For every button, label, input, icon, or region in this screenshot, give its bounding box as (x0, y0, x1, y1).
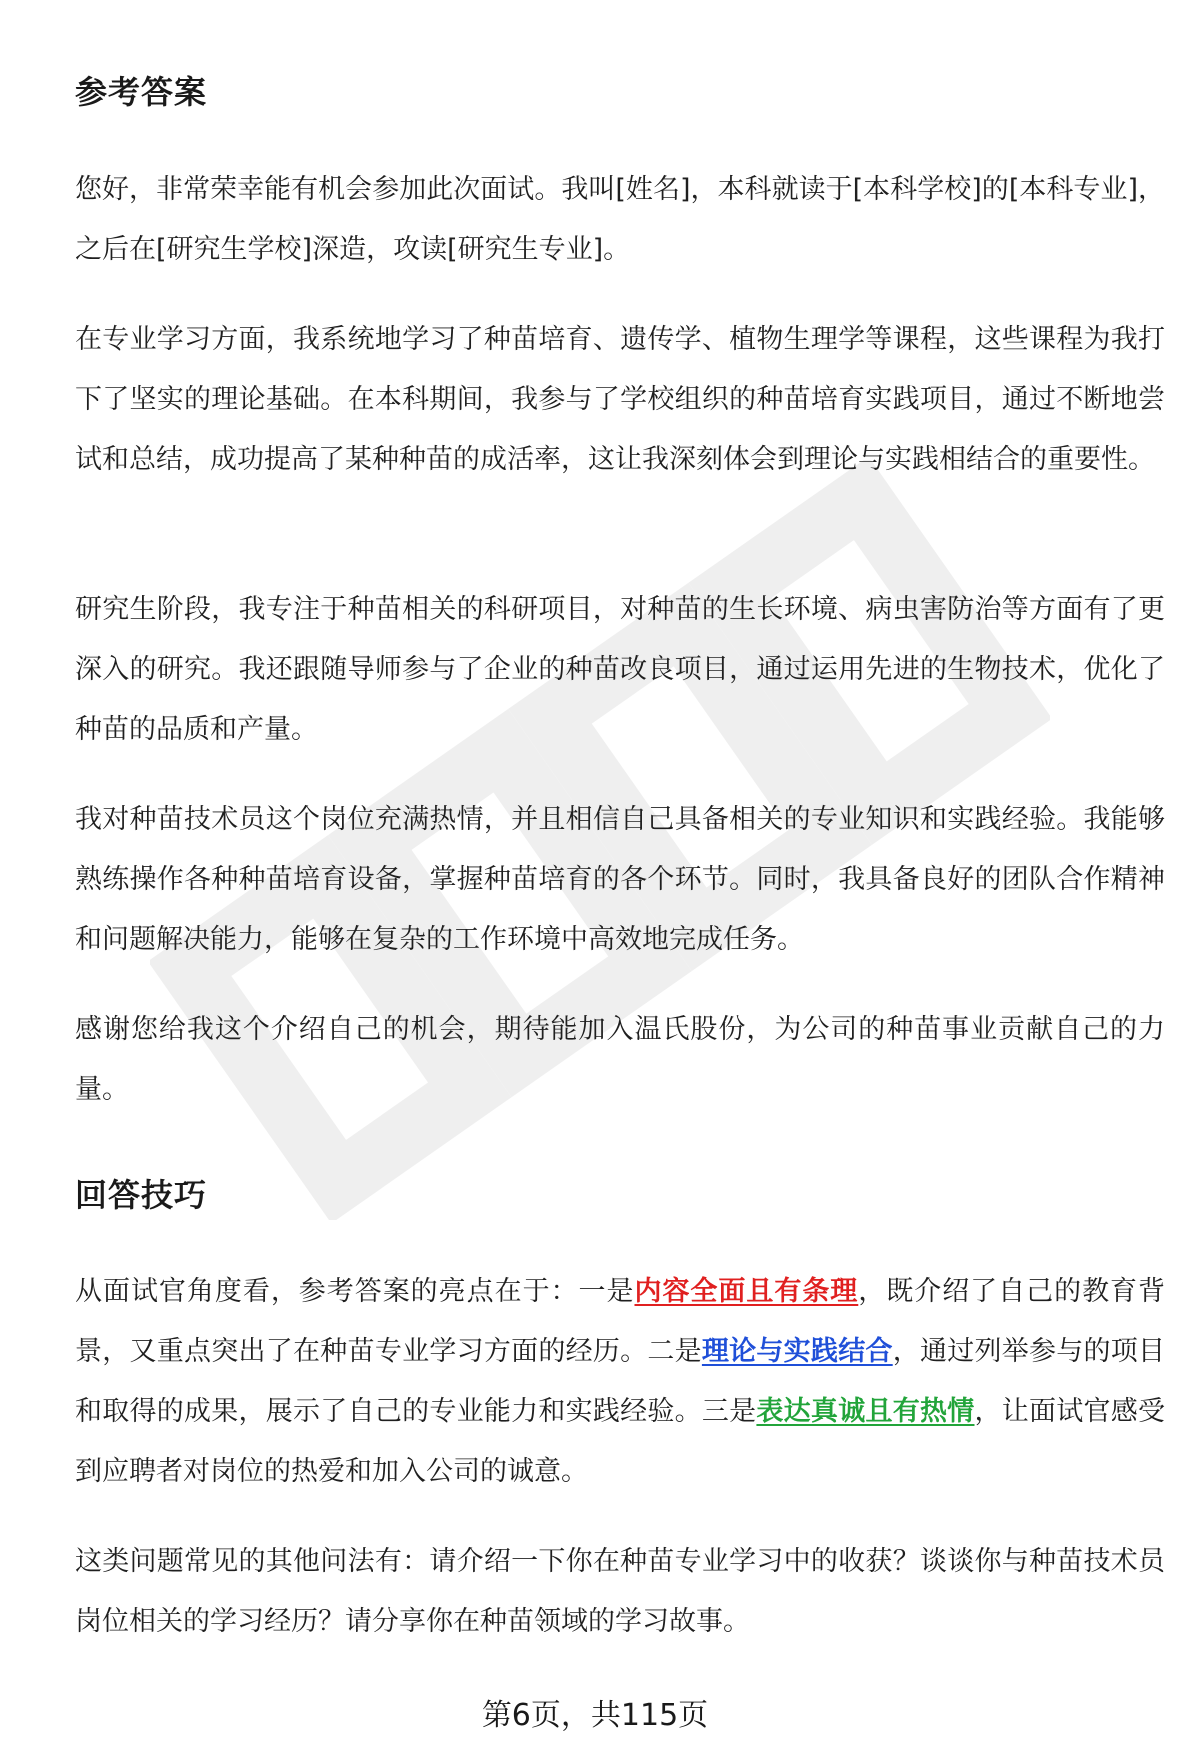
tips-text-2: ，既介绍了自己的教育背景，又重点突出了在种苗专业学习方面的经历。二是 (75, 1276, 1166, 1367)
highlight-theory-practice: 理论与实践结合 (701, 1336, 893, 1367)
answer-paragraph-5: 感谢您给我这个介绍自己的机会，期待能加入温氏股份，为公司的种苗事业贡献自己的力量。 (75, 1014, 1165, 1105)
answer-paragraph-3: 研究生阶段，我专注于种苗相关的科研项目，对种苗的生长环境、病虫害防治等方面有了更深入的研究。我还跟随导师参与了企业的种苗改良项目，通过运用先进的生物技术，优化了种苗的品质和产量。 (75, 594, 1165, 745)
section-title-answer: 参考答案 (75, 73, 208, 111)
tips-text-1: 从面试官角度看，参考答案的亮点在于：一是 (75, 1276, 635, 1307)
answer-paragraph-1: 您好，非常荣幸能有机会参加此次面试。我叫[姓名]，本科就读于[本科学校]的[本科专业]，之后在[研究生学校]深造，攻读[研究生专业]。 (75, 174, 1165, 265)
answer-paragraph-2: 在专业学习方面，我系统地学习了种苗培育、遗传学、植物生理学等课程，这些课程为我打下了坚实的理论基础。在本科期间，我参与了学校组织的种苗培育实践项目，通过不断地尝试和总结，成功提高了某种种苗的成活率，这让我深刻体会到理论与实践相结合的重要性。 (75, 324, 1165, 475)
highlight-sincere: 表达真诚且有热情 (756, 1396, 975, 1427)
answer-paragraph-4: 我对种苗技术员这个岗位充满热情，并且相信自己具备相关的专业知识和实践经验。我能够熟练操作各种种苗培育设备，掌握种苗培育的各个环节。同时，我具备良好的团队合作精神和问题解决能力，能够在复杂的工作环境中高效地完成任务。 (75, 804, 1165, 955)
section-title-tips: 回答技巧 (75, 1176, 208, 1214)
tips-text-4: ，让面试官感受到应聘者对岗位的热爱和加入公司的诚意。 (75, 1396, 1166, 1487)
tips-paragraph-1 (75, 1262, 1165, 1502)
highlight-comprehensive: 内容全面且有条理 (634, 1276, 859, 1307)
tips-paragraph-2: 这类问题常见的其他问法有：请介绍一下你在种苗专业学习中的收获？谈谈你与种苗技术员岗位相关的学习经历？请分享你在种苗领域的学习故事。 (75, 1546, 1165, 1637)
tips-text-3: ，通过列举参与的项目和取得的成果，展示了自己的专业能力和实践经验。三是 (75, 1336, 1166, 1427)
page-indicator: 第6页，共115页 (481, 1698, 709, 1733)
